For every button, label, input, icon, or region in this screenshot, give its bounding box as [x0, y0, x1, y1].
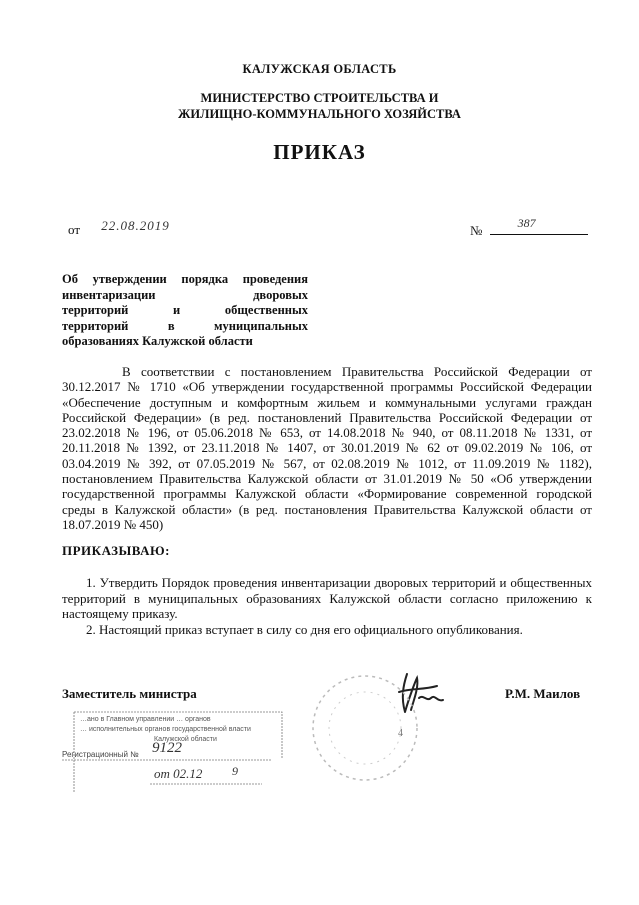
document-title: ПРИКАЗ	[273, 140, 366, 164]
signer-name: Р.М. Маилов	[505, 686, 581, 701]
round-seal	[300, 660, 420, 790]
order-item-2: 2. Настоящий приказ вступает в силу со дня его официального опубликования.	[86, 621, 523, 637]
number-underline	[490, 216, 588, 235]
order-item-1: 1. Утвердить Порядок проведения инвентаризации дворовых территорий и общественных территорий в муниципальных образованиях Калужской области согласно приложению к настоящему приказу.	[62, 575, 592, 621]
stamp-line-2: … исполнительных органов государственной власти	[80, 726, 251, 733]
date-field	[68, 218, 213, 238]
stamp-reg-number: 9122	[152, 740, 182, 756]
number-handwritten: 387	[517, 216, 536, 230]
date-handwritten: 22.08.2019	[101, 218, 170, 233]
number-prefix: №	[470, 223, 483, 238]
registration-stamp	[62, 710, 302, 795]
ministry-heading	[0, 90, 639, 122]
subject-line-5: образованиях Калужской области	[62, 334, 253, 349]
order-subject	[62, 272, 308, 350]
signer-position: Заместитель министра	[62, 686, 197, 701]
date-prefix: от	[68, 222, 81, 237]
stamp-line-1: …ано в Главном управлении … органов	[80, 716, 211, 723]
ministry-line-2: ЖИЛИЩНО-КОММУНАЛЬНОГО ХОЗЯЙСТВА	[178, 107, 461, 121]
preamble-block	[62, 364, 592, 532]
ministry-line-1: МИНИСТЕРСТВО СТРОИТЕЛЬСТВА И	[200, 91, 439, 105]
subject-line-3: территорий и общественных	[62, 303, 308, 318]
subject-line-1: Об утверждении порядка проведения	[62, 272, 308, 286]
subject-line-4: территорий в муниципальных	[62, 318, 308, 333]
order-word: ПРИКАЗЫВАЮ:	[62, 543, 170, 558]
stamp-line-3: Калужской области	[154, 736, 217, 743]
svg-text:4: 4	[398, 728, 403, 739]
subject-line-2: инвентаризации дворовых	[62, 287, 308, 302]
date-handwritten-area	[83, 218, 213, 234]
stamp-reg-label: Регистрационный №	[62, 750, 139, 759]
order-items	[62, 575, 592, 637]
region-heading: КАЛУЖСКАЯ ОБЛАСТЬ	[242, 62, 397, 76]
stamp-reg-day: 9	[232, 764, 238, 778]
stamp-reg-date: от 02.12	[154, 766, 203, 781]
number-field	[470, 216, 588, 239]
preamble-paragraph: В соответствии с постановлением Правительства Российской Федерации от 30.12.2017 № 1710 «Об утверждении государственной программы Российской Федерации «Обеспечение доступным и комфортным жильем и коммунальными услугами граждан Российской Федерации» (в ред. постановлений Правительства Российской Федерации от 23.02.2018 № 196, от 05.06.2018 № 653, от 14.08.2018 № 940, от 08.11.2018 № 1331, от 20.11.2018 № 1392, от 23.11.2018 № 1407, от 30.01.2019 № 62 от 09.02.2019 № 106, от 03.04.2019 № 392, от 07.05.2019 № 567, от 02.08.2019 № 1012, от 11.09.2019 № 1182), постановлением Правительства Калужской области от 31.01.2019 № 50 «Об утверждении государственной программы Калужской области «Формирование современной городской среды в Калужской области» (в ред. постановления Правительства Калужской области от 18.07.2019 № 450)	[62, 364, 592, 532]
